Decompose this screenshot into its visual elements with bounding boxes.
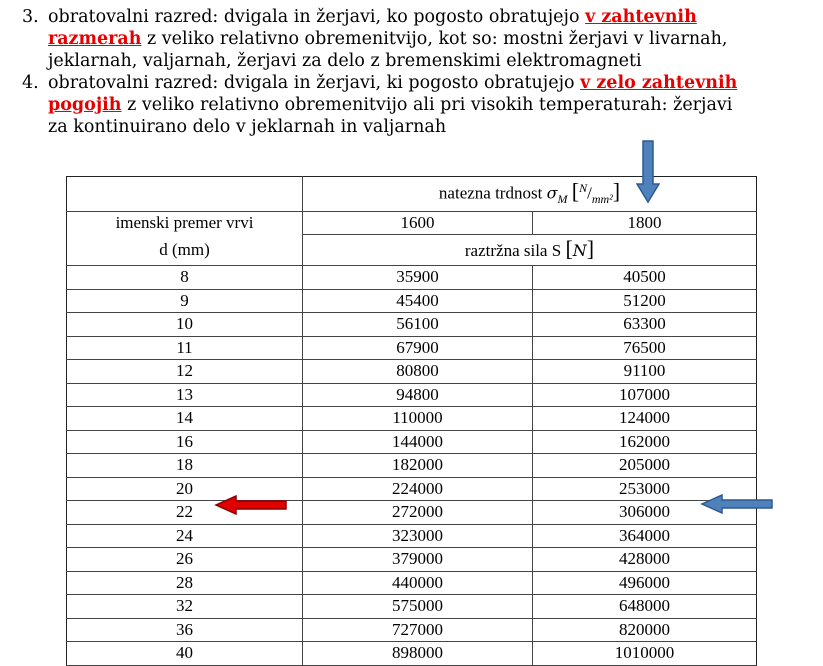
table-row: [67, 618, 757, 642]
blue-left-arrow-icon: [700, 494, 774, 514]
unit-denominator: mm²: [591, 192, 613, 207]
diameter-cell: 24: [67, 524, 303, 548]
breaking-force-table-image: [66, 176, 756, 663]
diameter-cell: 14: [67, 407, 303, 431]
grade-1800-header: 1800: [533, 211, 757, 235]
diameter-cell: 18: [67, 454, 303, 478]
table-row: [67, 430, 757, 454]
item-text: obratovalni razred: dvigala in žerjavi, ko pogosto obratujejo: [48, 7, 586, 27]
breaking-force-label: raztržna sila S: [464, 240, 562, 260]
diameter-cell: 13: [67, 383, 303, 407]
force-1800-cell: 253000: [533, 477, 757, 501]
item-text: jeklarnah, valjarnah, žerjavi za delo z bremenskimi elektromagneti: [48, 51, 642, 71]
force-1800-cell: 205000: [533, 454, 757, 478]
table-row: [67, 642, 757, 666]
diameter-cell: 12: [67, 360, 303, 384]
grade-1600-header: 1600: [303, 211, 533, 235]
force-1600-cell: 80800: [303, 360, 533, 384]
breaking-force-header: raztržna sila S [N]: [303, 235, 757, 266]
diameter-cell: 8: [67, 266, 303, 290]
force-1600-cell: 67900: [303, 336, 533, 360]
sigma-symbol: σ: [546, 183, 558, 203]
force-1600-cell: 35900: [303, 266, 533, 290]
diameter-cell: 10: [67, 313, 303, 337]
force-1800-cell: 364000: [533, 524, 757, 548]
emphasis-text: v zelo zahtevnih: [580, 73, 738, 93]
item-text: za kontinuirano delo v jeklarnah in valjarnah: [48, 117, 447, 137]
item-text: obratovalni razred: dvigala in žerjavi, ki pogosto obratujejo: [48, 73, 581, 93]
force-1600-cell: 144000: [303, 430, 533, 454]
tensile-strength-label: natezna trdnost: [438, 183, 543, 203]
force-1600-cell: 575000: [303, 595, 533, 619]
table-row: [67, 548, 757, 572]
table-row: [67, 571, 757, 595]
table-row: [67, 454, 757, 478]
force-1800-cell: 162000: [533, 430, 757, 454]
table-row: [67, 407, 757, 431]
force-1800-cell: 124000: [533, 407, 757, 431]
table-row: [67, 501, 757, 525]
force-1800-cell: 107000: [533, 383, 757, 407]
item-text: z veliko relativno obremenitvijo ali pri visokih temperaturah: žerjavi: [121, 95, 733, 115]
diameter-cell: 26: [67, 548, 303, 572]
emphasis-text: razmerah: [48, 29, 142, 49]
header-grade-row: [67, 211, 757, 235]
force-1800-cell: 648000: [533, 595, 757, 619]
class-3-item: [22, 6, 812, 72]
tensile-strength-header: natezna trdnost $\sigma_M$ $[^N/_{mm^2}]$: [303, 177, 757, 212]
table-row: [67, 383, 757, 407]
force-1800-cell: 76500: [533, 336, 757, 360]
table-row: [67, 595, 757, 619]
force-1600-cell: 323000: [303, 524, 533, 548]
force-1800-cell: 51200: [533, 289, 757, 313]
force-1600-cell: 94800: [303, 383, 533, 407]
diameter-cell: 32: [67, 595, 303, 619]
force-1600-cell: 379000: [303, 548, 533, 572]
force-1600-cell: 45400: [303, 289, 533, 313]
diameter-cell: 9: [67, 289, 303, 313]
force-1600-cell: 898000: [303, 642, 533, 666]
table-row: [67, 313, 757, 337]
force-1600-cell: 440000: [303, 571, 533, 595]
diameter-cell: 16: [67, 430, 303, 454]
item-text: z veliko relativno obremenitvijo, kot so: mostni žerjavi v livarnah,: [141, 29, 728, 49]
diameter-label-line2: d (mm): [67, 235, 303, 266]
force-1800-cell: 40500: [533, 266, 757, 290]
table-row: [67, 360, 757, 384]
emphasis-text: v zahtevnih: [585, 7, 697, 27]
force-1800-cell: 820000: [533, 618, 757, 642]
force-1600-cell: 727000: [303, 618, 533, 642]
diameter-cell: 40: [67, 642, 303, 666]
unit-numerator: N: [579, 181, 588, 195]
diameter-cell: 28: [67, 571, 303, 595]
diameter-cell: 22: [67, 501, 303, 525]
class-4-item: [22, 72, 812, 138]
force-1800-cell: 91100: [533, 360, 757, 384]
diameter-cell: 20: [67, 477, 303, 501]
force-1600-cell: 224000: [303, 477, 533, 501]
header-force-row: [67, 235, 757, 266]
table-row: [67, 266, 757, 290]
down-arrow-icon: [636, 140, 660, 204]
table-row: [67, 289, 757, 313]
table-row: [67, 477, 757, 501]
force-1600-cell: 272000: [303, 501, 533, 525]
item-number: 4.: [22, 73, 39, 93]
sigma-subscript: M: [557, 192, 568, 207]
breaking-force-table: [66, 176, 757, 666]
diameter-cell: 36: [67, 618, 303, 642]
table-row: [67, 524, 757, 548]
force-1600-cell: 182000: [303, 454, 533, 478]
item-number: 3.: [22, 7, 39, 27]
table-row: [67, 336, 757, 360]
diameter-label-line1: imenski premer vrvi: [115, 212, 254, 232]
red-left-arrow-icon: [214, 495, 288, 515]
text-block: [22, 6, 812, 138]
emphasis-text: pogojih: [48, 95, 122, 115]
force-1800-cell: 63300: [533, 313, 757, 337]
force-1600-cell: 110000: [303, 407, 533, 431]
diameter-cell: 11: [67, 336, 303, 360]
force-1800-cell: 428000: [533, 548, 757, 572]
force-1800-cell: 1010000: [533, 642, 757, 666]
force-1600-cell: 56100: [303, 313, 533, 337]
force-unit: N: [572, 240, 587, 260]
force-1800-cell: 306000: [533, 501, 757, 525]
force-1800-cell: 496000: [533, 571, 757, 595]
